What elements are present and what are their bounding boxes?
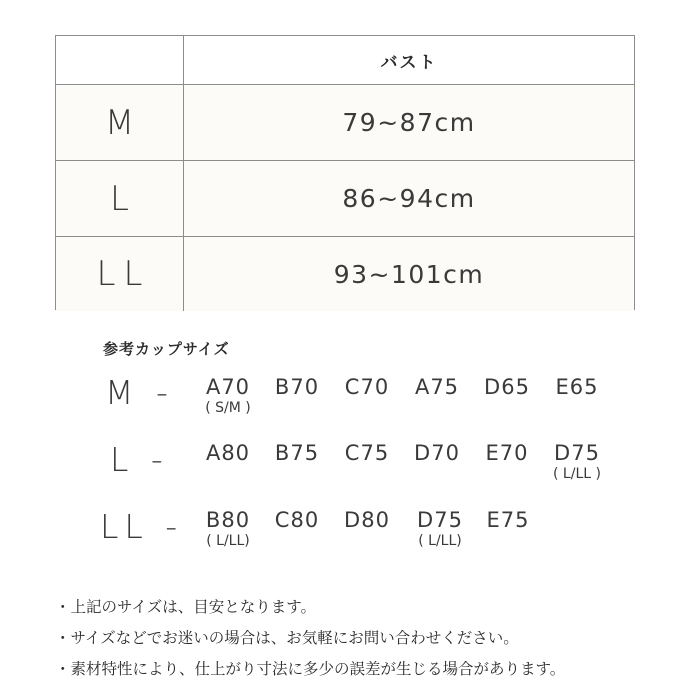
cup-code: A70 [205, 375, 251, 399]
cup-note: ( L/LL) [418, 533, 462, 549]
table-row [56, 236, 634, 311]
size-label-m: M [56, 85, 184, 160]
cup-code: D75 [554, 441, 600, 465]
table-row [56, 84, 634, 160]
cup-code: D70 [414, 441, 460, 465]
notes-list [55, 592, 695, 685]
cup-item [332, 375, 402, 399]
header-size-cell [56, 36, 184, 84]
cup-row-label-ll: LL - [100, 507, 184, 546]
cup-code: B75 [274, 441, 320, 465]
cup-code: D80 [344, 508, 390, 532]
cup-item [332, 508, 402, 532]
cup-item [472, 375, 542, 399]
cup-code: B70 [274, 375, 320, 399]
cup-item [405, 508, 475, 550]
cup-item [473, 508, 543, 532]
cup-item [472, 441, 542, 465]
cup-row-label-l: L - [110, 440, 169, 479]
cup-code: D65 [484, 375, 530, 399]
cup-item [402, 375, 472, 399]
cup-item [402, 441, 472, 465]
cup-item [262, 375, 332, 399]
cup-code: D75 [417, 508, 463, 532]
cup-item [542, 441, 612, 483]
size-label-l: L [56, 161, 184, 236]
header-bust-cell: バスト [380, 52, 438, 73]
cup-code: A75 [414, 375, 460, 399]
cup-code: C80 [274, 508, 320, 532]
bust-value-ll: 93~101cm [333, 259, 485, 289]
bust-value-l: 86~94cm [342, 184, 476, 213]
cup-item [193, 441, 263, 465]
cup-item [193, 375, 263, 417]
cup-code: E65 [555, 375, 599, 399]
cup-row-label-m: M - [105, 373, 174, 412]
cup-code: C70 [344, 375, 390, 399]
cup-item [332, 441, 402, 465]
cup-item [262, 508, 332, 532]
cup-item [193, 508, 263, 550]
table-header-row [56, 36, 634, 84]
note-line: ・上記のサイズは、目安となります。 [55, 598, 317, 616]
size-table [55, 35, 635, 310]
cup-note: ( S/M ) [205, 400, 251, 416]
note-line: ・素材特性により、仕上がり寸法に多少の誤差が生じる場合があります。 [55, 660, 566, 678]
cup-note: ( L/LL ) [553, 466, 601, 482]
cup-code: A80 [205, 441, 251, 465]
cup-item [542, 375, 612, 399]
reference-cup-title: 参考カップサイズ [103, 340, 230, 358]
cup-code: B80 [205, 508, 251, 532]
cup-code: E70 [485, 441, 529, 465]
table-row [56, 160, 634, 236]
cup-note: ( L/LL) [206, 533, 250, 549]
bust-value-m: 79~87cm [342, 108, 476, 137]
cup-code: E75 [486, 508, 530, 532]
cup-item [262, 441, 332, 465]
cup-code: C75 [344, 441, 390, 465]
size-label-ll: LL [56, 237, 184, 311]
note-line: ・サイズなどでお迷いの場合は、お気軽にお問い合わせください。 [55, 629, 519, 647]
